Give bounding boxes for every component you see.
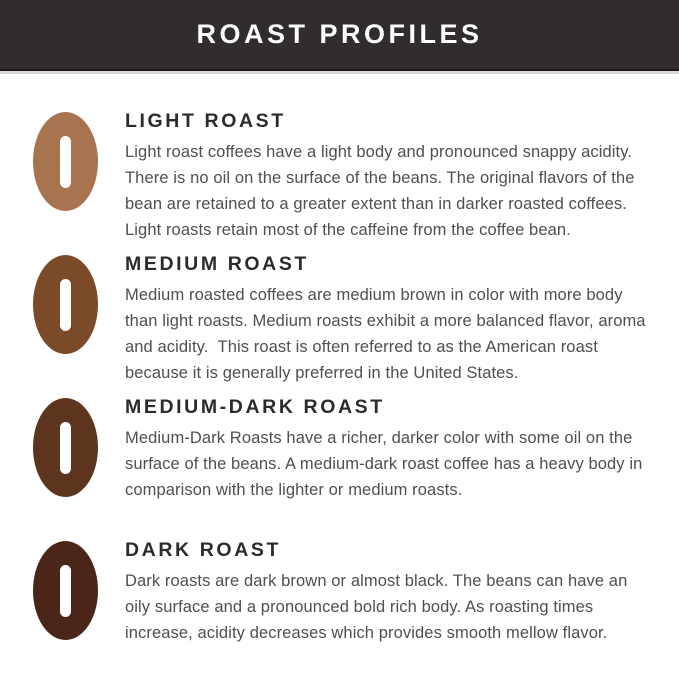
coffee-bean-icon xyxy=(33,112,98,211)
section-title: LIGHT ROAST xyxy=(125,110,286,132)
section-text xyxy=(125,252,651,386)
section-description: Medium roasted coffees are medium brown in color with more body than light roasts. Medium roasts exhibit a more balanced flavor, aroma and acidity. This roast is often referred to as the American roast because it is generally preferred in the United States. xyxy=(125,286,651,382)
header-banner xyxy=(0,0,679,71)
section-description: Dark roasts are dark brown or almost black. The beans can have an oily surface and a pronounced bold rich body. As roasting times increase, acidity decreases which provides smooth mellow flavor. xyxy=(125,572,633,642)
bean-slit xyxy=(60,136,71,188)
bean-slit xyxy=(60,565,71,617)
section-text xyxy=(125,538,647,646)
content-area xyxy=(0,71,679,646)
section-description: Light roast coffees have a light body and pronounced snappy acidity. There is no oil on the surface of the beans. The original flavors of the bean are retained to a greater extent than in darker roasted coffees. Light roasts retain most of the caffeine from the coffee bean. xyxy=(125,143,640,239)
section-text xyxy=(125,109,647,243)
section-description: Medium-Dark Roasts have a richer, darker color with some oil on the surface of the beans. A medium-dark roast coffee has a heavy body in comparison with the lighter or medium roasts. xyxy=(125,429,648,499)
coffee-bean-icon xyxy=(33,255,98,354)
section-text xyxy=(125,395,647,503)
section-dark-roast xyxy=(33,538,659,646)
section-medium-dark-roast xyxy=(33,395,659,538)
section-title: MEDIUM ROAST xyxy=(125,253,309,275)
bean-slit xyxy=(60,279,71,331)
coffee-bean-icon xyxy=(33,398,98,497)
section-medium-roast xyxy=(33,252,659,395)
coffee-bean-icon xyxy=(33,541,98,640)
section-light-roast xyxy=(33,109,659,252)
bean-slit xyxy=(60,422,71,474)
section-title: DARK ROAST xyxy=(125,539,281,561)
section-title: MEDIUM-DARK ROAST xyxy=(125,396,385,418)
page-title: ROAST PROFILES xyxy=(196,19,483,49)
